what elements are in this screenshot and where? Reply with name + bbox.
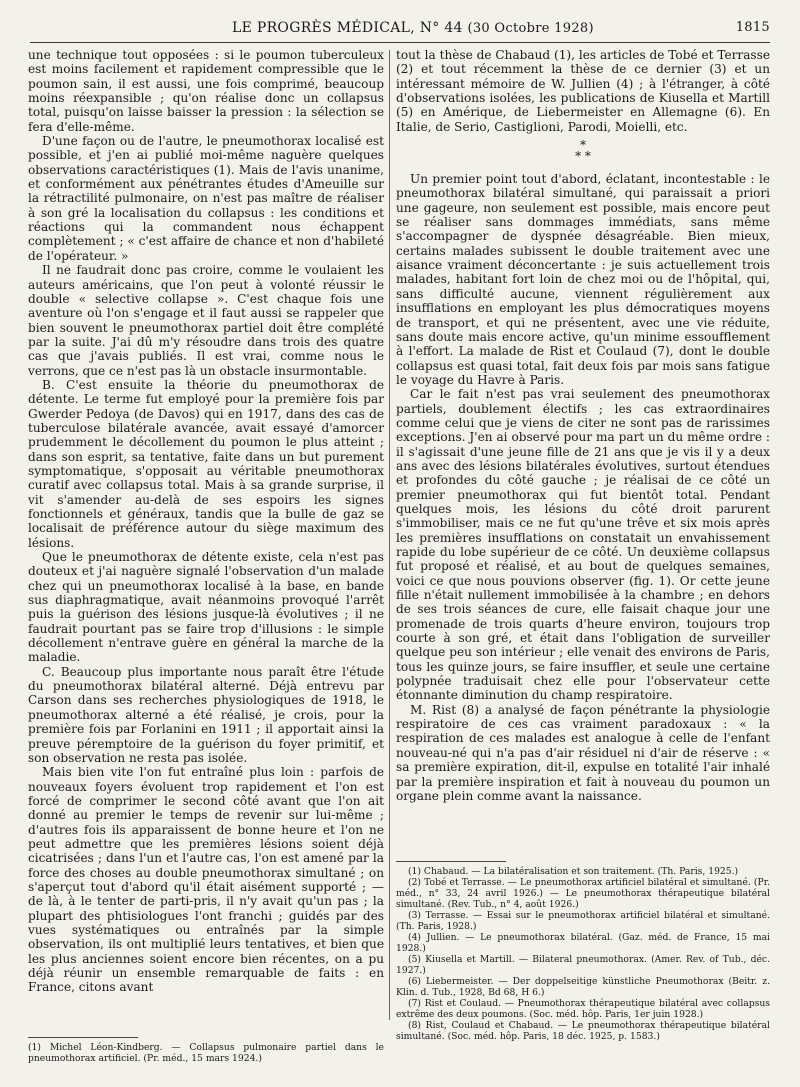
footnote: (1) Chabaud. — La bilatéralisation et son traitement. (Th. Paris, 1925.) [408, 866, 739, 877]
paragraph: Il ne faudrait donc pas croire, comme le voulaient les auteurs américains, que l'on peut à volonté réussir le double « selective collapse ». C'est chaque fois une aventure où l'on s'engage et il faut aussi se rappeler que bien souvent le pneumothorax partiel doit être complété par la suite. J'ai dû m'y résoudre dans trois des quatre cas que j'avais publiés. Il est vrai, comme nous le verrons, que ce n'est pas là un obstacle insurmontable. [28, 263, 384, 378]
paragraph: Un premier point tout d'abord, éclatant, incontestable : le pneumothorax bilatéral simultané, qui paraissait a priori une gageure, non seulement est possible, mais encore peut se réaliser sans dommages immédiats, sans même s'accompagner de dyspnée désagréable. Bien mieux, certains malades subissent le double traitement avec une aisance vraiment déconcertante : je suis actuellement trois malades, habitant fort loin de chez moi ou de l'hôpital, qui, sans difficulté aucune, viennent régulièrement aux insufflations en employant les plus démocratiques moyens de transport, et qui ne présentent, avec une vie réduite, sans doute mais encore active, qu'un minime essoufflement à l'effort. La malade de Rist et Coulaud (7), dont le double collapsus est quasi total, fait deux fois par mois sans fatigue le voyage du Havre à Paris. [396, 172, 770, 387]
left-column [28, 48, 384, 995]
section-asterism [396, 140, 770, 162]
footnotes-left [28, 1042, 384, 1064]
paragraph: B. C'est ensuite la théorie du pneumothorax de détente. Le terme fut employé pour la première fois par Gwerder Pedoya (de Davos) qui en 1917, dans des cas de tuberculose bilatérale avancée, avait essayé d'amorcer prudemment le décollement du poumon le plus atteint ; dans son esprit, sa tentative, faite dans un but purement symptomatique, s'opposait au véritable pneumothorax curatif avec collapsus total. Mais à sa grande surprise, il vit s'amender au-delà de ses espoirs les signes fonctionnels et généraux, tandis que la bulle de gaz se localisait de préférence autour du siège maximum des lésions. [28, 377, 384, 550]
footnote: (3) Terrasse. — Essai sur le pneumothorax artificiel bilatéral et simultané. (Th. Paris, 1928.) [396, 910, 770, 932]
journal-name: LE PROGRÈS MÉDICAL, N° 44 [232, 20, 468, 36]
footnote: (2) Tobé et Terrasse. — Le pneumothorax artificiel bilatéral et simultané. (Pr. méd., n° 33, 24 avril 1926.) — Le pneumothorax thérapeutique bilatéral simultané. (Rev. Tub., n° 4, août 1926.) [396, 877, 770, 910]
footnote-rule-left [28, 1037, 138, 1038]
asterism-bottom: * * [575, 149, 591, 164]
footnote: (6) Liebermeister. — Der doppelseitige künstliche Pneumothorax (Beitr. z. Klin. d. Tub., 1928, Bd 68, H 6.) [396, 976, 770, 998]
paragraph: Car le fait n'est pas vrai seulement des pneumothorax partiels, doublement électifs ; les cas extraordinaires comme celui que je viens de citer ne sont pas de rarissimes exceptions. J'en ai observé pour ma part un du même ordre : il s'agissait d'une jeune fille de 21 ans que je vis il y a deux ans avec des lésions bilatérales évolutives, surtout étendues et profondes du côté gauche ; je réalisai de ce côté un premier pneumothorax qui fut bientôt total. Pendant quelques mois, les lésions du côté droit parurent s'immobiliser, mais ce ne fut qu'une trêve et six mois après les premières insufflations on constatait un envahissement rapide du lobe supérieur de ce côté. Un deuxième collapsus fut proposé et réalisé, et au bout de quelques semaines, voici ce que nous pouvions observer (fig. 1). Or cette jeune fille n'était nullement immobilisée à la chambre ; en dehors de ses trois séances de cure, elle faisait chaque jour une promenade de trois quarts d'heure environ, toujours trop courte à son gré, et était dans l'obligation de surveiller quelque peu son intérieur ; elle venait des environs de Paris, tous les quinze jours, se faire insuffler, et seule une certaine polypnée traduisait chez elle pour l'observateur cette étonnante diminution du champ respiratoire. [396, 387, 770, 703]
header-rule [30, 42, 770, 43]
footnote: (7) Rist et Coulaud. — Pneumothorax thérapeutique bilatéral avec collapsus extrême des deux poumons. (Soc. méd. hôp. Paris, 1er juin 1928.) [396, 998, 770, 1020]
issue-date: (30 Octobre 1928) [467, 21, 594, 36]
asterism-top: * [580, 138, 586, 153]
paragraph: tout la thèse de Chabaud (1), les articles de Tobé et Terrasse (2) et tout récemment la thèse de ce dernier (3) et un intéressant mémoire de W. Jullien (4) ; à l'étranger, à côté d'observations isolées, les publications de Kiusella et Martill (5) en Amérique, de Liebermeister en Allemagne (6). En Italie, de Serio, Castiglioni, Parodi, Moielli, etc. [396, 48, 770, 134]
page-number: 1815 [735, 20, 770, 35]
column-divider [389, 50, 390, 1020]
paragraph: M. Rist (8) a analysé de façon pénétrante la physiologie respiratoire de ces cas vraiment paradoxaux : « la respiration de ces malades est analogue à celle de l'enfant nouveau-né qui n'a pas d'air résiduel ni d'air de réserve : « sa première expiration, dit-il, expulse en totalité l'air inhalé par la première inspiration et fait à nouveau du poumon un organe plein comme avant la naissance. [396, 702, 770, 803]
paragraph: D'une façon ou de l'autre, le pneumothorax localisé est possible, et j'en ai publié moi-même naguère quelques observations caractéristiques (1). Mais de l'avis unanime, et conformément aux pénétrantes études d'Ameuille sur la rétractilité pulmonaire, on n'est pas maître de réaliser à son gré la localisation du collapsus : les conditions et réactions qui la commandent nous échappent complètement ; « c'est affaire de chance et non d'habileté de l'opérateur. » [28, 134, 384, 263]
paragraph: C. Beaucoup plus importante nous paraît être l'étude du pneumothorax bilatéral alterné. Déjà entrevu par Carson dans ses recherches physiologiques de 1918, le pneumothorax alterné a été réalisé, je crois, pour la première fois par Forlanini en 1911 ; il apportait ainsi la preuve péremptoire de la guérison du foyer primitif, et son observation ne resta pas isolée. [28, 664, 384, 765]
footnote: (4) Jullien. — Le pneumothorax bilatéral. (Gaz. méd. de France, 15 mai 1928.) [396, 932, 770, 954]
paragraph: Mais bien vite l'on fut entraîné plus loin : parfois de nouveaux foyers évoluent trop rapidement et l'on est forcé de comprimer le second côté avant que l'on ait donné au premier le temps de revenir sur lui-même ; d'autres fois ils apparaissent de bonne heure et l'on ne peut admettre que les premières lésions soient déjà cicatrisées ; dans l'un et l'autre cas, l'on est amené par la force des choses au double pneumothorax simultané ; on s'aperçut tout d'abord qu'il était aisément supporté ; — de là, à le tenter de parti-pris, il n'y avait qu'un pas ; la plupart des phtisiologues l'ont franchi ; guidés par des vues systématiques ou entraînés par la simple observation, ils ont multiplié leurs tentatives, et bien que les plus anciennes soient encore bien récentes, on a pu déjà réunir un ensemble remarquable de faits : en France, citons avant [28, 765, 384, 995]
right-column [396, 48, 770, 803]
footnote: (1) Michel Léon-Kindberg. — Collapsus pulmonaire partiel dans le pneumothorax artificiel. (Pr. méd., 15 mars 1924.) [28, 1042, 384, 1064]
paragraph: Que le pneumothorax de détente existe, cela n'est pas douteux et j'ai naguère signalé l'observation d'un malade chez qui un pneumothorax localisé à la base, en bande sus diaphragmatique, avait néanmoins provoqué l'arrêt puis la guérison des lésions jusque-là évolutives ; il ne faudrait pourtant pas se faire trop d'illusions : le simple décollement n'entrave guère en général la marche de la maladie. [28, 550, 384, 665]
footnotes-right [396, 866, 770, 1042]
footnote: (8) Rist, Coulaud et Chabaud. — Le pneumothorax thérapeutique bilatéral simultané. (Soc. méd. hôp. Paris, 18 déc. 1925, p. 1583.) [396, 1020, 770, 1042]
footnote-rule-right [396, 861, 506, 862]
paragraph: une technique tout opposées : si le poumon tuberculeux est moins facilement et rapidement compressible que le poumon sain, il est aussi, une fois comprimé, beaucoup moins réexpansible ; qu'on réalise donc un collapsus total, puisqu'on laisse baisser la pression : la sélection se fera d'elle-même. [28, 48, 384, 134]
running-header [0, 20, 800, 42]
journal-title [232, 20, 594, 36]
footnote: (5) Kiusella et Martill. — Bilateral pneumothorax. (Amer. Rev. of Tub., déc. 1927.) [396, 954, 770, 976]
